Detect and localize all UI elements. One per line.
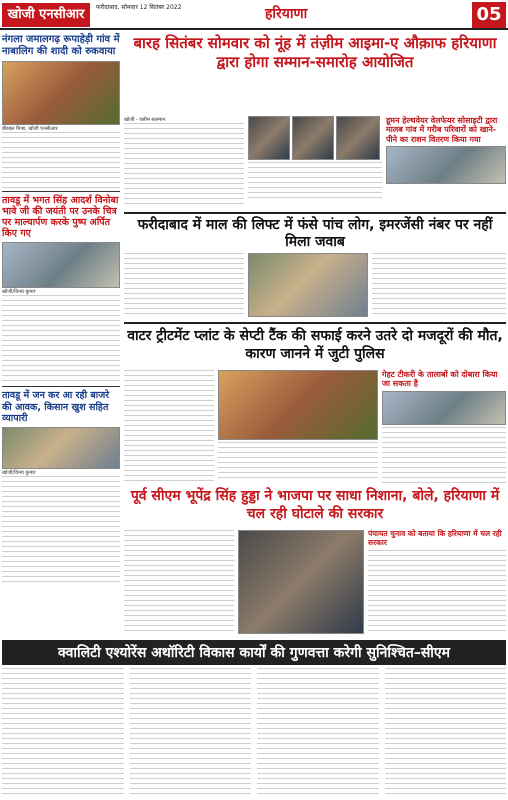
water-headline: वाटर ट्रीटमेंट प्लांट के सेप्टी टैंक की सफाई करने उतरे दो मजदूरों की मौत, कारण जानने में जुटी पुलिस	[124, 322, 506, 363]
lead-photo-captions	[248, 162, 382, 202]
water-body-2	[218, 442, 378, 482]
faridabad-headline: फरीदाबाद में माल की लिफ्ट में फंसे पांच लोग, इमरजेंसी नंबर पर नहीं मिला जवाब	[137, 217, 493, 250]
water-side-body	[382, 427, 506, 487]
water-side-headline: गेहट टीकरी के तालाबों को दोबारा किया जा सकता है	[382, 370, 498, 389]
photo-nangla	[2, 61, 120, 125]
photo-bajra	[2, 427, 120, 469]
water-block	[124, 370, 506, 487]
portrait-photo-2	[292, 116, 334, 160]
hooda-side	[368, 530, 506, 634]
bottom-headline: क्वालिटी एश्योरेंस अथॉरिटी विकास कार्यों की गुणवत्ता करेगी सुनिश्चित–सीएम	[2, 640, 506, 665]
byline-nangla: बीरबल मिश्रा, खोजी एनसीआर	[2, 125, 58, 132]
body-nangla	[2, 132, 120, 188]
hooda-headline: पूर्व सीएम भूपेंद्र सिंह हुड्डा ने भाजपा पर साधा निशाना, बोले, हरियाणा में चल रही घोटाले की सरकार	[130, 488, 500, 522]
hooda-block	[124, 530, 506, 634]
side-story	[386, 116, 506, 207]
dateline-rule	[96, 15, 246, 21]
story-headline-nangla: नंगला जमालगढ़ रूपाहेड़ी गांव में नाबालिग की शादी को रुकवाया	[2, 34, 120, 57]
faridabad-body	[124, 253, 244, 317]
water-side-photo	[382, 391, 506, 425]
hooda-side-headline: पंचायत चुनाव को बताया कि हरियाणा में चल रही सरकार	[368, 529, 502, 547]
body-bajra	[2, 476, 120, 586]
lead-headline: बारह सितंबर सोमवार को नूंह में तंज़ीम आइमा-ए औक़ाफ हरियाणा द्वारा होगा सम्मान-समारोह आयोजित	[133, 34, 497, 71]
portrait-photo-3	[336, 116, 380, 160]
body-tawadu	[2, 295, 120, 383]
photo-tawadu	[2, 242, 120, 288]
dateline	[96, 3, 246, 21]
byline-tawadu: खोजी/विनय कुमार	[2, 289, 36, 296]
left-column	[2, 34, 120, 586]
page-number: 05	[472, 2, 506, 28]
water-side	[382, 370, 506, 487]
faridabad-photo	[248, 253, 368, 317]
hooda-body	[124, 530, 234, 634]
side-story-headline: डूमन हेल्थवेयर वेलफेयर सोसाइटी द्वारा मालब गांव में गरीब परिवारों को खाने-पीने का राशन वितरण किया गया	[386, 116, 498, 144]
water-photos	[218, 370, 378, 487]
bottom-body-col-2	[130, 668, 252, 798]
lead-text-col	[124, 116, 244, 207]
dateline-text: फरीदाबाद, सोमवार 12 सितंबर 2022	[96, 4, 182, 11]
story-headline-bajra: तावडू में जन कर आ रही बाजरे की आवक, किसान खुश सहित व्यापारी	[2, 390, 110, 424]
water-body	[124, 370, 214, 482]
lead-byline: खोजी - वसीम सलमान	[124, 117, 166, 123]
bottom-body	[2, 668, 506, 798]
byline-bajra: खोजी/विनय कुमार	[2, 470, 36, 477]
bottom-body-col-1	[2, 668, 124, 798]
hooda-side-body	[368, 550, 506, 634]
faridabad-block	[124, 212, 506, 317]
water-photo	[218, 370, 378, 440]
lead-story-block	[124, 116, 506, 207]
faridabad-body-2	[372, 253, 506, 317]
story-headline-tawadu: तावडू में भगत सिंह आदर्श विनोबा भावे जी की जयंती पर उनके चित्र पर माल्यार्पण करके पुष्प अर्पित किए गए	[2, 194, 119, 240]
newspaper-brand: खोजी एनसीआर	[2, 3, 90, 27]
lead-photos	[248, 116, 382, 207]
side-story-photo	[386, 146, 506, 184]
divider	[2, 386, 120, 387]
portrait-photo-1	[248, 116, 290, 160]
bottom-body-col-4	[385, 668, 507, 798]
masthead	[0, 0, 508, 30]
section-title: हरियाणा	[265, 6, 308, 22]
divider	[2, 191, 120, 192]
bottom-body-col-3	[257, 668, 379, 798]
hooda-portrait	[238, 530, 364, 634]
lead-body	[124, 123, 244, 207]
